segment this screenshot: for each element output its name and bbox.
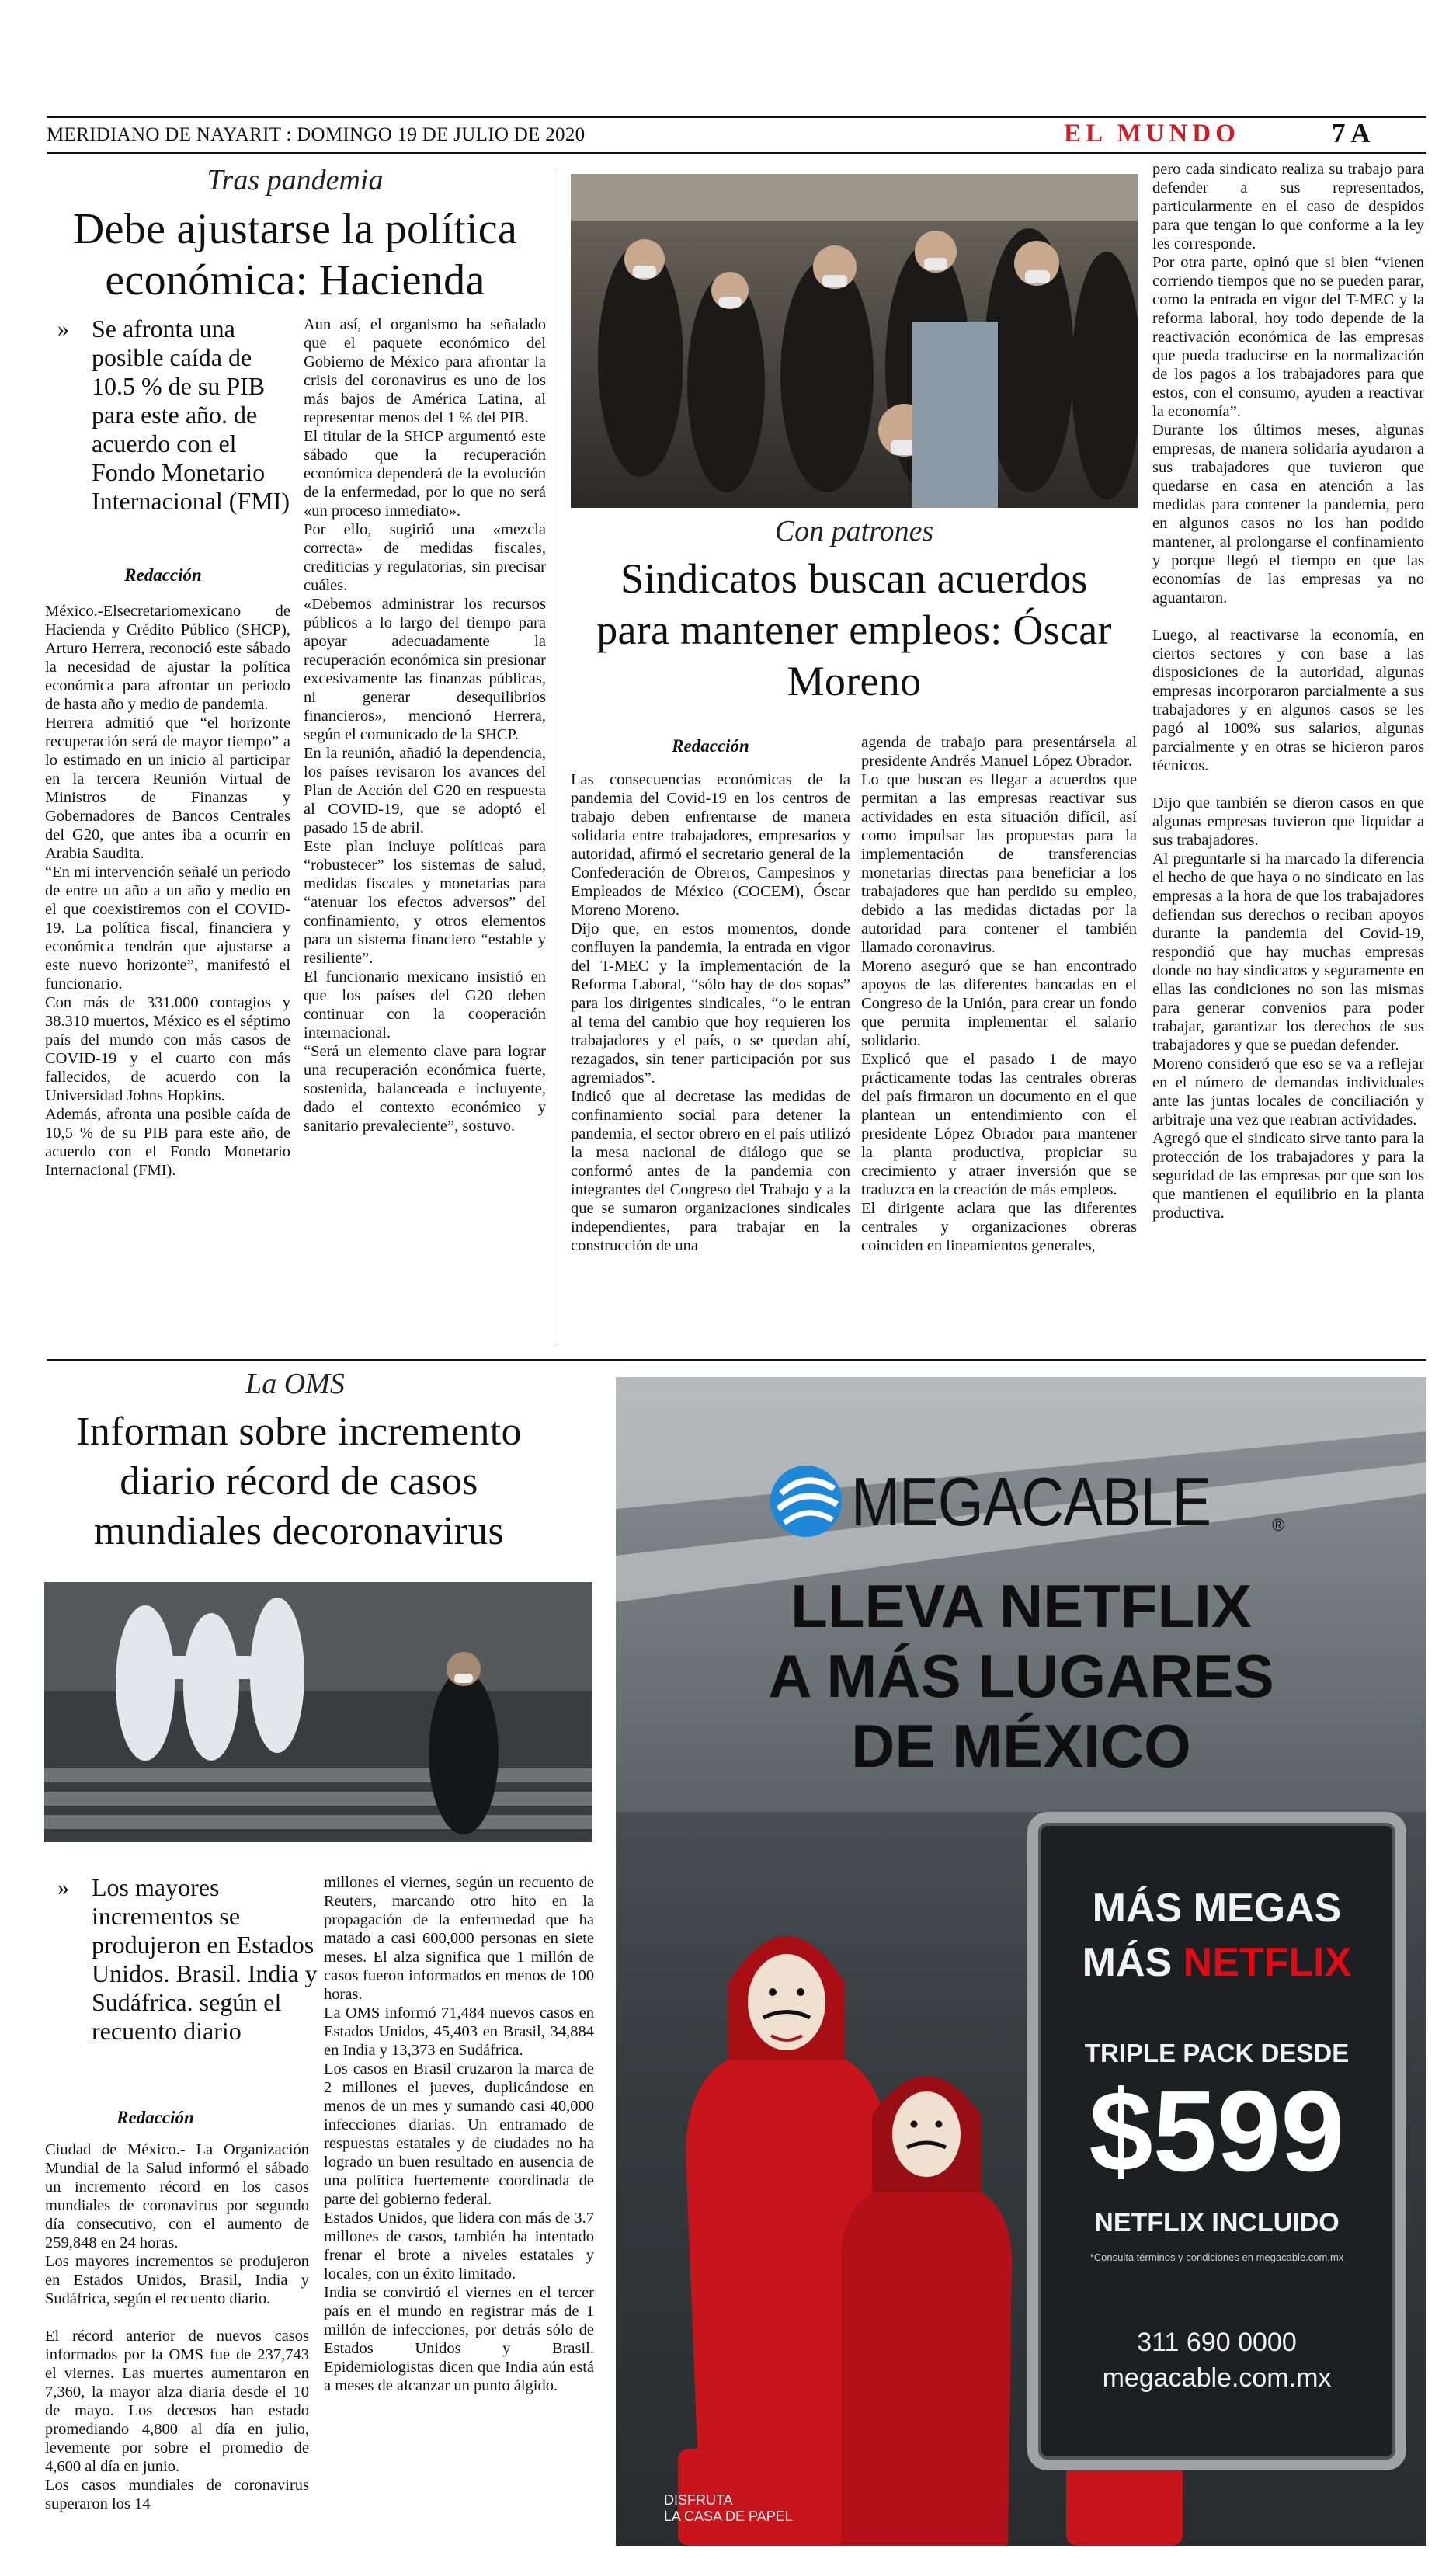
article1-kicker: Tras pandemia: [207, 164, 384, 196]
article2-column-3: [1152, 160, 1424, 1222]
paragraph: Por otra parte, opinó que si bien “vienen corriendo tiempos que no se pueden parar, como la entrada en vigor del T-MEC y la reforma laboral, hoy todo depende de la reactivación económica de las empresas que pueda traducirse en la normalización de los pagos a los trabajadores para que estos, con el consumo, ayuden a reactivar la economía”.: [1152, 254, 1424, 420]
sign-line-2-prefix: MÁS: [1082, 1940, 1183, 1985]
ad-headline: [616, 1571, 1426, 1781]
article2-headline: Sindicatos buscan acuerdos para mantener empleos: Óscar Moreno: [596, 555, 1112, 704]
article2-column-2: [861, 733, 1137, 1255]
article1-column-1: [45, 602, 290, 1180]
summary-bullet-icon: »: [57, 1875, 69, 1900]
paragraph: Explicó que el pasado 1 de mayo prácticamente todas las centrales obreras del país firmaron un documento en el que plantean un entendimiento con el presidente López Obrador para mantener la planta productiva, propiciar su crecimiento y atraer inversión que se traduzca en la creación de más empleos.: [861, 1051, 1137, 1198]
article3-headline: Informan sobre incremento diario récord de casos mundiales decoronavirus: [76, 1410, 522, 1553]
paragraph: Moreno aseguró que se han encontrado apoyos de las diferentes bancadas en el Congreso de la Unión, para crear un fondo que permita implementar el salario solidario.: [861, 958, 1137, 1049]
section-divider: [47, 1359, 1426, 1361]
paragraph: Herrera admitió que “el horizonte recuperación será de mayor tiempo” a lo estimado en un inicio al participar en la tercera Reunión Virtual de Ministros de Finanzas y Gobernadores de Bancos Centrales del G20, que antes iba a ocurrir en Arabia Saudita.: [45, 715, 290, 862]
article3-summary: [57, 1873, 321, 2046]
paragraph: Agregó que el sindicato sirve tanto para la protección de los trabajadores y para la seguridad de las empresas por que son los que mantienen el equilibrio en la planta productiva.: [1152, 1130, 1424, 1222]
article2-column-1: [571, 770, 850, 1255]
paragraph: Aun así, el organismo ha señalado que el paquete económico del Gobierno de México para afrontar la crisis del coronavirus es uno de los más bajos de América Latina, al representar menos del 1 % del PIB.: [304, 316, 546, 426]
paragraph: Estados Unidos, que lidera con más de 3.7 millones de casos, también ha intentado frenar el brote a niveles estatales y locales, con un éxito limitado.: [324, 2210, 594, 2283]
ad-headline-line-2: A MÁS LUGARES: [768, 1642, 1274, 1710]
paragraph: pero cada sindicato realiza su trabajo para defender a sus representados, particularmente en el caso de despidos para que tengan lo que conforme a la ley les corresponde.: [1152, 161, 1424, 252]
paragraph: El récord anterior de nuevos casos informados por la OMS fue de 237,743 el viernes. Las muertes aumentaron en 7,360, la mayor alza diaria desde el 10 de mayo. Los decesos han estado promediando 4,800 al día en julio, levemente por sobre el promedio de 4,600 al día en junio.: [45, 2328, 309, 2475]
sign-line-2: [1038, 1939, 1395, 1986]
paragraph: El funcionario mexicano insistió en que los países del G20 deben continuar con la cooperación internacional.: [304, 968, 546, 1041]
registered-mark: ®: [1272, 1515, 1285, 1535]
article3-summary-text: Los mayores incrementos se produjeron en Estados Unidos. Brasil. India y Sudáfrica. según el recuento diario: [92, 1873, 318, 2045]
paragraph: “Será un elemento clave para lograr una recuperación económica fuerte, sostenida, balanceada e incluyente, dado el contexto económico y sanitario prevaleciente”, sostuvo.: [304, 1043, 546, 1135]
ad-corner-caption: [664, 2492, 793, 2525]
paragraph: El titular de la SHCP argumentó este sábado que la recuperación económica dependerá de la evolución de la enfermedad, por lo que no será «un proceso inmediato».: [304, 428, 546, 520]
article1-byline: Redacción: [124, 565, 202, 585]
paragraph: Los casos mundiales de coronavirus superaron los 14: [45, 2477, 309, 2512]
megacable-ad[interactable]: [616, 1377, 1426, 2546]
paragraph: El dirigente aclara que las diferentes centrales y organizaciones obreras coinciden en lineamientos generales,: [861, 1200, 1137, 1254]
paragraph: agenda de trabajo para presentársela al presidente Andrés Manuel López Obrador.: [861, 734, 1137, 770]
website-link[interactable]: megacable.com.mx: [1102, 2363, 1332, 2393]
paragraph: «Debemos administrar los recursos públicos a lo largo del tiempo para apoyar adecuadamente la recuperación económica sin presionar excesivamente las finanzas públicas, ni generar desequilibrios financieros», mencionó Herrera, según el comunicado de la SHCP.: [304, 596, 546, 743]
page-number: 7 A: [1332, 118, 1371, 148]
crowd-photo-image: [571, 174, 1138, 508]
article1-headline: Debe ajustarse la política económica: Hacienda: [72, 205, 518, 304]
corner-caption-line-1: DISFRUTA: [664, 2492, 733, 2508]
paragraph: Durante los últimos meses, algunas empresas, de manera solidaria ayudaron a sus trabajadores que tuvieron que quedarse en casa en atención a las medidas para contener la pandemia, pero en algunos casos no los han podido mantener, al prolongarse el confinamiento y porque llegó el tiempo en que las economías de las empresas ya no aguantaron.: [1152, 422, 1424, 607]
header-top-rule: [47, 116, 1426, 118]
paragraph: Los mayores incrementos se produjeron en Estados Unidos, Brasil, India y Sudáfrica, según el recuento diario.: [45, 2253, 309, 2307]
megacable-globe-icon: [767, 1462, 845, 1540]
paragraph: México.-Elsecretariomexicano de Hacienda y Crédito Público (SHCP), Arturo Herrera, reconoció este sábado la necesidad de ajustar la política económica para afrontar un periodo de hasta año y medio de pandemia.: [45, 603, 290, 713]
promo-sign: [1027, 1812, 1406, 2470]
netflix-included: NETFLIX INCLUIDO: [1094, 2208, 1340, 2237]
paragraph: Las consecuencias económicas de la pandemia del Covid-19 en los centros de trabajo deben enfrentarse de manera solidaria entre trabajadores, empresarios y autoridad, afirmó el secretario general de la Confederación de Obreros, Campesinos y Empleados de México (COCEM), Óscar Moreno Moreno.: [571, 771, 850, 919]
paragraph: Luego, al reactivarse la economía, en ciertos sectores y con base a las disposiciones de la autoridad, algunas empresas incorporaron parcialmente a sus trabajadores y en algunos casos se les pagó al 100% sus salarios, algunas parcialmente y en otras se hicieron paros técnicos.: [1152, 627, 1424, 774]
paragraph: Moreno consideró que eso se va a reflejar en el número de demandas individuales ante las juntas locales de conciliación y arbitraje una vez que reabran actividades.: [1152, 1055, 1424, 1128]
article3-kicker: La OMS: [245, 1368, 345, 1400]
crowd-photo: [571, 174, 1138, 508]
paragraph: “En mi intervención señalé un periodo de entre un año a un año y medio en el que coexistiremos con el COVID-19. La política fiscal, financiera y económica tendrán que ajustarse a este nuevo horizonte”, manifestó el funcionario.: [45, 864, 290, 993]
summary-bullet-icon: »: [57, 316, 69, 342]
article1-column-2: [304, 315, 546, 1135]
article3-byline: Redacción: [116, 2108, 194, 2127]
article3-column-1: [45, 2140, 309, 2513]
paragraph: Al preguntarle si ha marcado la diferencia el hecho de que haya o no sindicato en las empresas a la hora de que los trabajadores defiendan sus derechos o reciban apoyos durante la pandemia del Covid-19, respondió que hay muchas empresas donde no hay sindicatos y seguramente en ellas las condiciones no son las mismas para generar convenios para poder trabajar, garantizar los derechos de sus trabajadores y que se puedan defender.: [1152, 850, 1424, 1054]
paper-date-line: MERIDIANO DE NAYARIT : DOMINGO 19 DE JULIO DE 2020: [47, 124, 586, 145]
paragraph: Dijo que también se dieron casos en que algunas empresas tuvieron que liquidar a sus trabajadores.: [1152, 794, 1424, 849]
section-title: EL MUNDO: [1064, 120, 1240, 148]
megacable-brand-name: MEGACABLE: [851, 1463, 1211, 1540]
megacable-logo: [767, 1455, 1295, 1548]
paragraph: En la reunión, añadió la dependencia, los países revisaron los avances del Plan de Acción del G20 en respuesta al COVID-19, que se adoptó el pasado 15 de abril.: [304, 745, 546, 836]
ad-headline-line-3: DE MÉXICO: [851, 1712, 1191, 1780]
paragraph: La OMS informó 71,484 nuevos casos en Estados Unidos, 45,403 en Brasil, 34,884 en India y 13,373 en Sudáfrica.: [324, 2004, 594, 2059]
article2-byline: Redacción: [672, 736, 749, 756]
paragraph: Ciudad de México.- La Organización Mundial de la Salud informó el sábado un incremento récord en los casos mundiales de coronavirus por segundo día consecutivo, con el aumento de 259,848 en 24 horas.: [45, 2141, 309, 2251]
corner-caption-line-2: LA CASA DE PAPEL: [664, 2509, 793, 2524]
sign-line-1: MÁS MEGAS: [1092, 1886, 1342, 1931]
netflix-wordmark: NETFLIX: [1183, 1940, 1352, 1985]
paragraph: India se convirtió el viernes en el tercer país en el mundo en registrar más de 1 millón de infecciones, por detrás sólo de Estados Unidos y Brasil. Epidemiologistas dicen que India aún está a meses de alcanzar un punto álgido.: [324, 2284, 594, 2394]
article2-kicker: Con patrones: [774, 515, 934, 548]
paragraph: Con más de 331.000 contagios y 38.310 muertos, México es el séptimo país del mundo con más casos de COVID-19 y el cuarto con más fallecidos, de acuerdo con la Universidad Johns Hopkins.: [45, 994, 290, 1104]
terms-note: *Consulta términos y condiciones en megacable.com.mx: [1089, 2251, 1344, 2263]
article3-column-2: [324, 1873, 594, 2395]
paragraph: Este plan incluye políticas para “robustecer” los sistemas de salud, medidas fiscales y monetarias para “atenuar los efectos adversos” del confinamiento, y otros elementos para un sistema financiero “estable y resiliente”.: [304, 838, 546, 967]
article1-summary-text: Se afronta una posible caída de 10.5 % de su PIB para este año. de acuerdo con el Fondo Monetario Internacional (FMI): [92, 315, 290, 515]
paragraph: Dijo que, en estos momentos, donde confluyen la pandemia, la entrada en vigor del T-MEC y la implementación de la Reforma Laboral, “sólo hay de dos sopas” para los dirigentes sindicales, “o le entran al tema del cambio que hoy requieren los trabajadores y el país, o se quedan ahí, rezagados, sin tener participación por sus agremiados”.: [571, 920, 850, 1087]
paragraph: Lo que buscan es llegar a acuerdos que permitan a las empresas reactivar sus actividades en esta situación difícil, así como impulsar las propuestas para la implementación de transferencias monetarias directas para beneficiar a los trabajadores que han perdido su empleo, debido a las medidas dictadas por la autoridad para contener el también llamado coronavirus.: [861, 771, 1137, 956]
paragraph: millones el viernes, según un recuento de Reuters, marcando otro hito en la propagación de la enfermedad que ha matado a casi 600,000 personas en siete meses. El alza significa que 1 millón de casos fueron informados en menos de 100 horas.: [324, 1874, 594, 2003]
article1-summary: [57, 315, 290, 516]
paragraph: Los casos en Brasil cruzaron la marca de 2 millones el jueves, duplicándose en menos de un mes y sumando casi 40,000 infecciones diarias. Un entramado de respuestas estatales y de ciudades no ha logrado un buen resultado en ausencia de una política fuertemente coordinada de parte del gobierno federal.: [324, 2060, 594, 2208]
phone-number[interactable]: 311 690 0000: [1137, 2328, 1297, 2357]
pack-label: TRIPLE PACK DESDE: [1084, 2039, 1350, 2067]
paragraph: Además, afronta una posible caída de 10,5 % de su PIB para este año, de acuerdo con el Fondo Monetario Internacional (FMI).: [45, 1106, 290, 1179]
paragraph: Por ello, sugirió una «mezcla correcta» de medidas fiscales, crediticias y regulatorias, sin precisar cuáles.: [304, 521, 546, 594]
hazmat-photo: [44, 1582, 592, 1842]
hazmat-photo-image: [44, 1582, 592, 1842]
ad-headline-line-1: LLEVA NETFLIX: [791, 1572, 1252, 1640]
header-bottom-rule: [47, 152, 1426, 154]
price: $599: [1089, 2067, 1345, 2196]
paragraph: Indicó que al decretase las medidas de confinamiento social para detener la pandemia, el sector obrero en el país utilizó la mesa nacional de diálogo que se conformó antes de la pandemia con integrantes del Congreso del Trabajo y a la que se sumaron organizaciones sindicales independientes, para trabajar en la construcción de una: [571, 1088, 850, 1254]
